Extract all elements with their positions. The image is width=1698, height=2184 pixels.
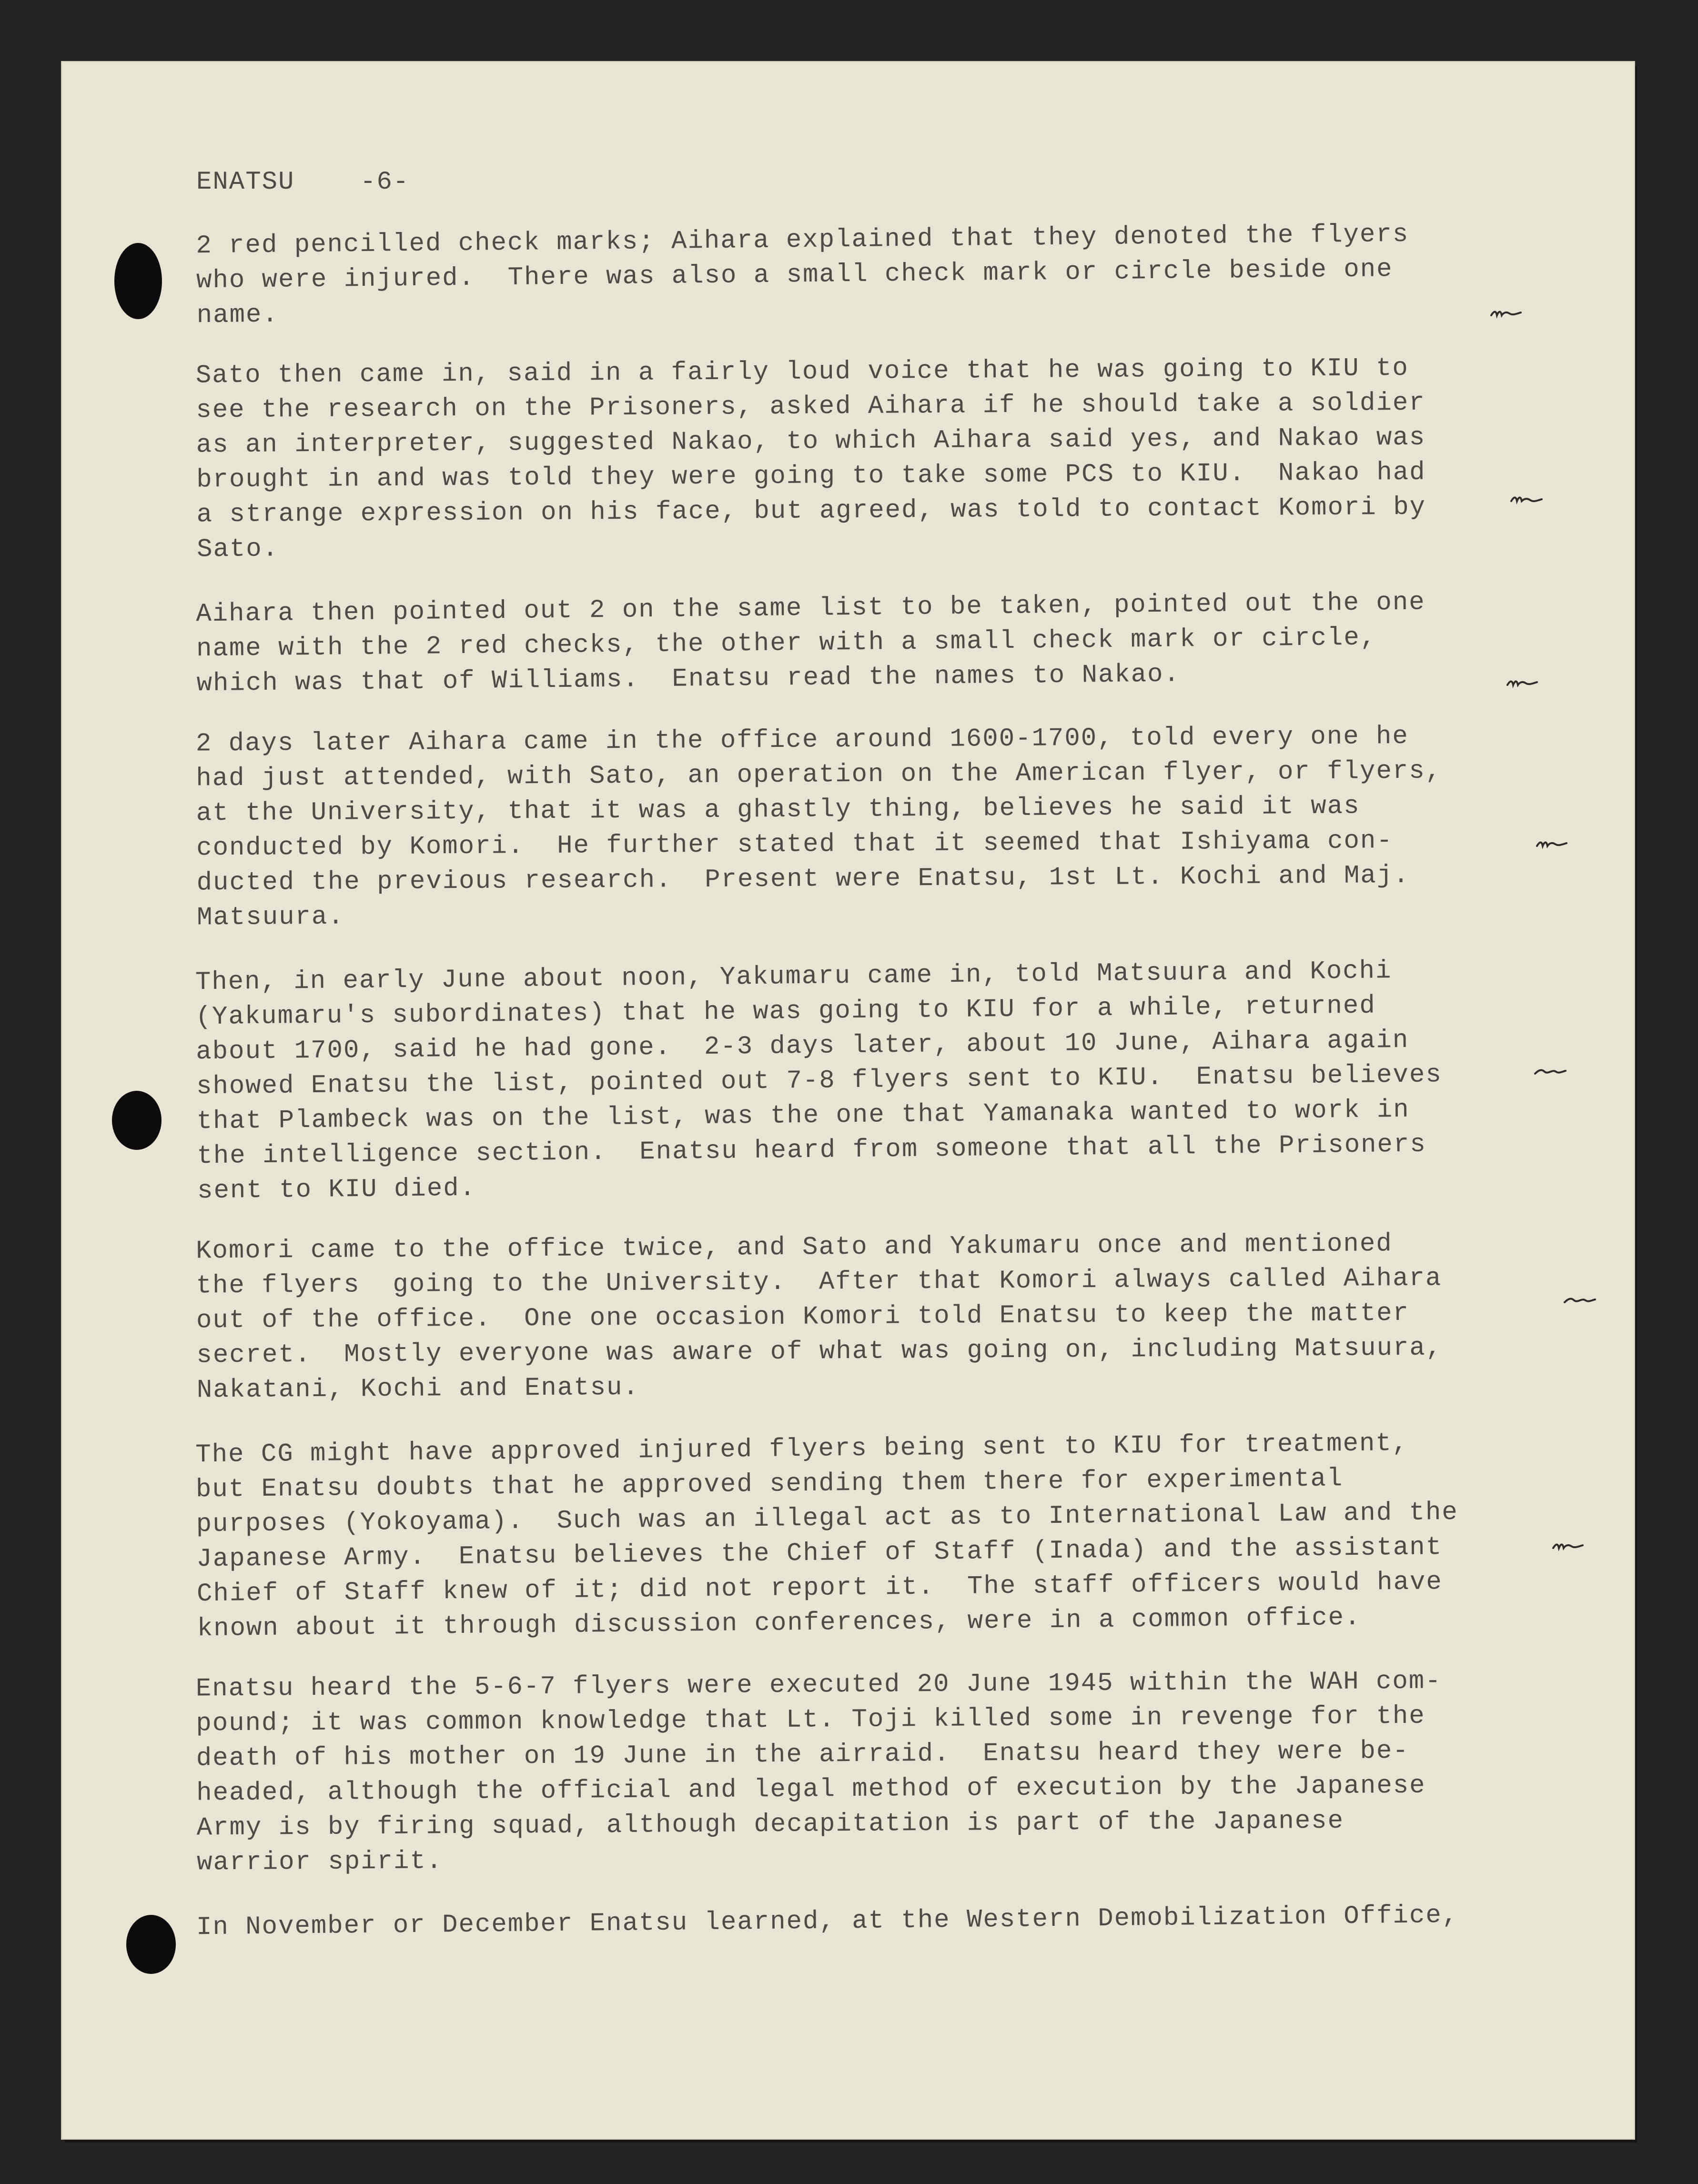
handwritten-margin-mark [1490, 309, 1524, 319]
text-line: name. [196, 300, 279, 331]
text-line: Then, in early June about noon, Yakumaru came in, told Matsuura and Kochi [195, 956, 1392, 997]
text-line: sent to KIU died. [197, 1174, 476, 1206]
paragraph [196, 1898, 1516, 1945]
text-line: ducted the previous research. Present were Enatsu, 1st Lt. Kochi and Maj. [196, 861, 1410, 898]
handwritten-margin-mark [1510, 495, 1544, 506]
text-line: as an interpreter, suggested Nakao, to which Aihara said yes, and Nakao was [196, 423, 1426, 460]
text-line: brought in and was told they were going to take some PCS to KIU. Nakao had [196, 458, 1426, 495]
paragraph [196, 216, 1516, 333]
handwritten-margin-mark [1564, 1296, 1597, 1306]
paragraph [196, 719, 1517, 936]
page-number: -6- [360, 168, 410, 197]
text-line: Nakatani, Kochi and Enatsu. [196, 1373, 640, 1405]
text-line: name with the 2 red checks, the other with a small check mark or circle, [196, 623, 1377, 664]
header-name: ENATSU [196, 168, 295, 197]
text-line: 2 red pencilled check marks; Aihara explained that they denoted the flyers [196, 220, 1409, 261]
text-line: out of the office. One one occasion Komori told Enatsu to keep the matter [196, 1298, 1410, 1336]
paragraph [196, 584, 1516, 702]
text-line: Enatsu heard the 5-6-7 flyers were executed 20 June 1945 within the WAH com- [195, 1667, 1442, 1704]
text-line: about 1700, said he had gone. 2-3 days later, about 10 June, Aihara again [196, 1026, 1409, 1067]
text-line: warrior spirit. [196, 1847, 443, 1878]
text-line: death of his mother on 19 June in the airraid. Enatsu heard they were be- [196, 1736, 1409, 1773]
paragraph [196, 1226, 1516, 1408]
punch-hole [112, 1091, 162, 1150]
text-line: Aihara then pointed out 2 on the same list to be taken, pointed out the one [196, 588, 1425, 629]
paragraph [196, 1664, 1517, 1881]
typed-text [196, 165, 1516, 1966]
handwritten-margin-mark [1552, 1541, 1586, 1552]
paragraph [196, 351, 1517, 567]
text-line: see the research on the Prisoners, asked Aihara if he should take a soldier [196, 388, 1425, 425]
text-line: In November or December Enatsu learned, at the Western Demobilization Office, [196, 1901, 1459, 1942]
paragraph [195, 1425, 1517, 1647]
punch-hole [126, 1915, 176, 1974]
text-line: that Plambeck was on the list, was the one that Yamanaka wanted to work in [196, 1095, 1410, 1137]
text-line: Chief of Staff knew of it; did not report it. The staff officers would have [196, 1568, 1443, 1609]
text-line: Sato. [196, 534, 279, 564]
text-line: Sato then came in, said in a fairly loud voice that he was going to KIU to [195, 353, 1409, 391]
text-line: the intelligence section. Enatsu heard from someone that all the Prisoners [197, 1130, 1427, 1171]
text-line: who were injured. There was also a small check mark or circle beside one [196, 255, 1393, 296]
text-line: pound; it was common knowledge that Lt. Toji killed some in revenge for the [196, 1701, 1425, 1739]
text-line: at the University, that it was a ghastly thing, believes he said it was [196, 792, 1360, 828]
page-header [196, 165, 1516, 200]
text-line: the flyers going to the University. After that Komori always called Aihara [196, 1264, 1442, 1301]
handwritten-margin-mark [1506, 678, 1540, 689]
text-line: 2 days later Aihara came in the office around 1600-1700, told every one he [195, 722, 1409, 759]
text-line: (Yakumaru's subordinates) that he was going to KIU for a while, returned [195, 991, 1376, 1032]
text-line: headed, although the official and legal method of execution by the Japanese [196, 1771, 1426, 1808]
handwritten-margin-mark [1534, 1067, 1567, 1077]
text-line: had just attended, with Sato, an operation on the American flyer, or flyers, [196, 756, 1442, 794]
text-line: which was that of Williams. Enatsu read the names to Nakao. [196, 660, 1181, 699]
text-line: Japanese Army. Enatsu believes the Chief of Staff (Inada) and the assistant [196, 1533, 1443, 1574]
paragraph [195, 953, 1517, 1209]
punch-hole [114, 243, 162, 319]
text-line: secret. Mostly everyone was aware of what was going on, including Matsuura, [196, 1333, 1443, 1370]
text-line: The CG might have approved injured flyers being sent to KIU for treatment, [195, 1429, 1409, 1470]
text-line: conducted by Komori. He further stated that it seemed that Ishiyama con- [196, 826, 1393, 863]
text-line: showed Enatsu the list, pointed out 7-8 flyers sent to KIU. Enatsu believes [196, 1060, 1443, 1102]
text-line: known about it through discussion conferences, were in a common office. [197, 1603, 1361, 1644]
text-line: a strange expression on his face, but agreed, was told to contact Komori by [196, 493, 1426, 530]
text-line: purposes (Yokoyama). Such was an illegal act as to International Law and the [196, 1498, 1459, 1540]
text-line: Army is by firing squad, although decapitation is part of the Japanese [196, 1806, 1344, 1843]
text-line: but Enatsu doubts that he approved sending them there for experimental [195, 1464, 1344, 1505]
text-line: Komori came to the office twice, and Sato and Yakumaru once and mentioned [195, 1229, 1393, 1266]
text-line: Matsuura. [196, 902, 344, 933]
handwritten-margin-mark [1536, 839, 1569, 850]
